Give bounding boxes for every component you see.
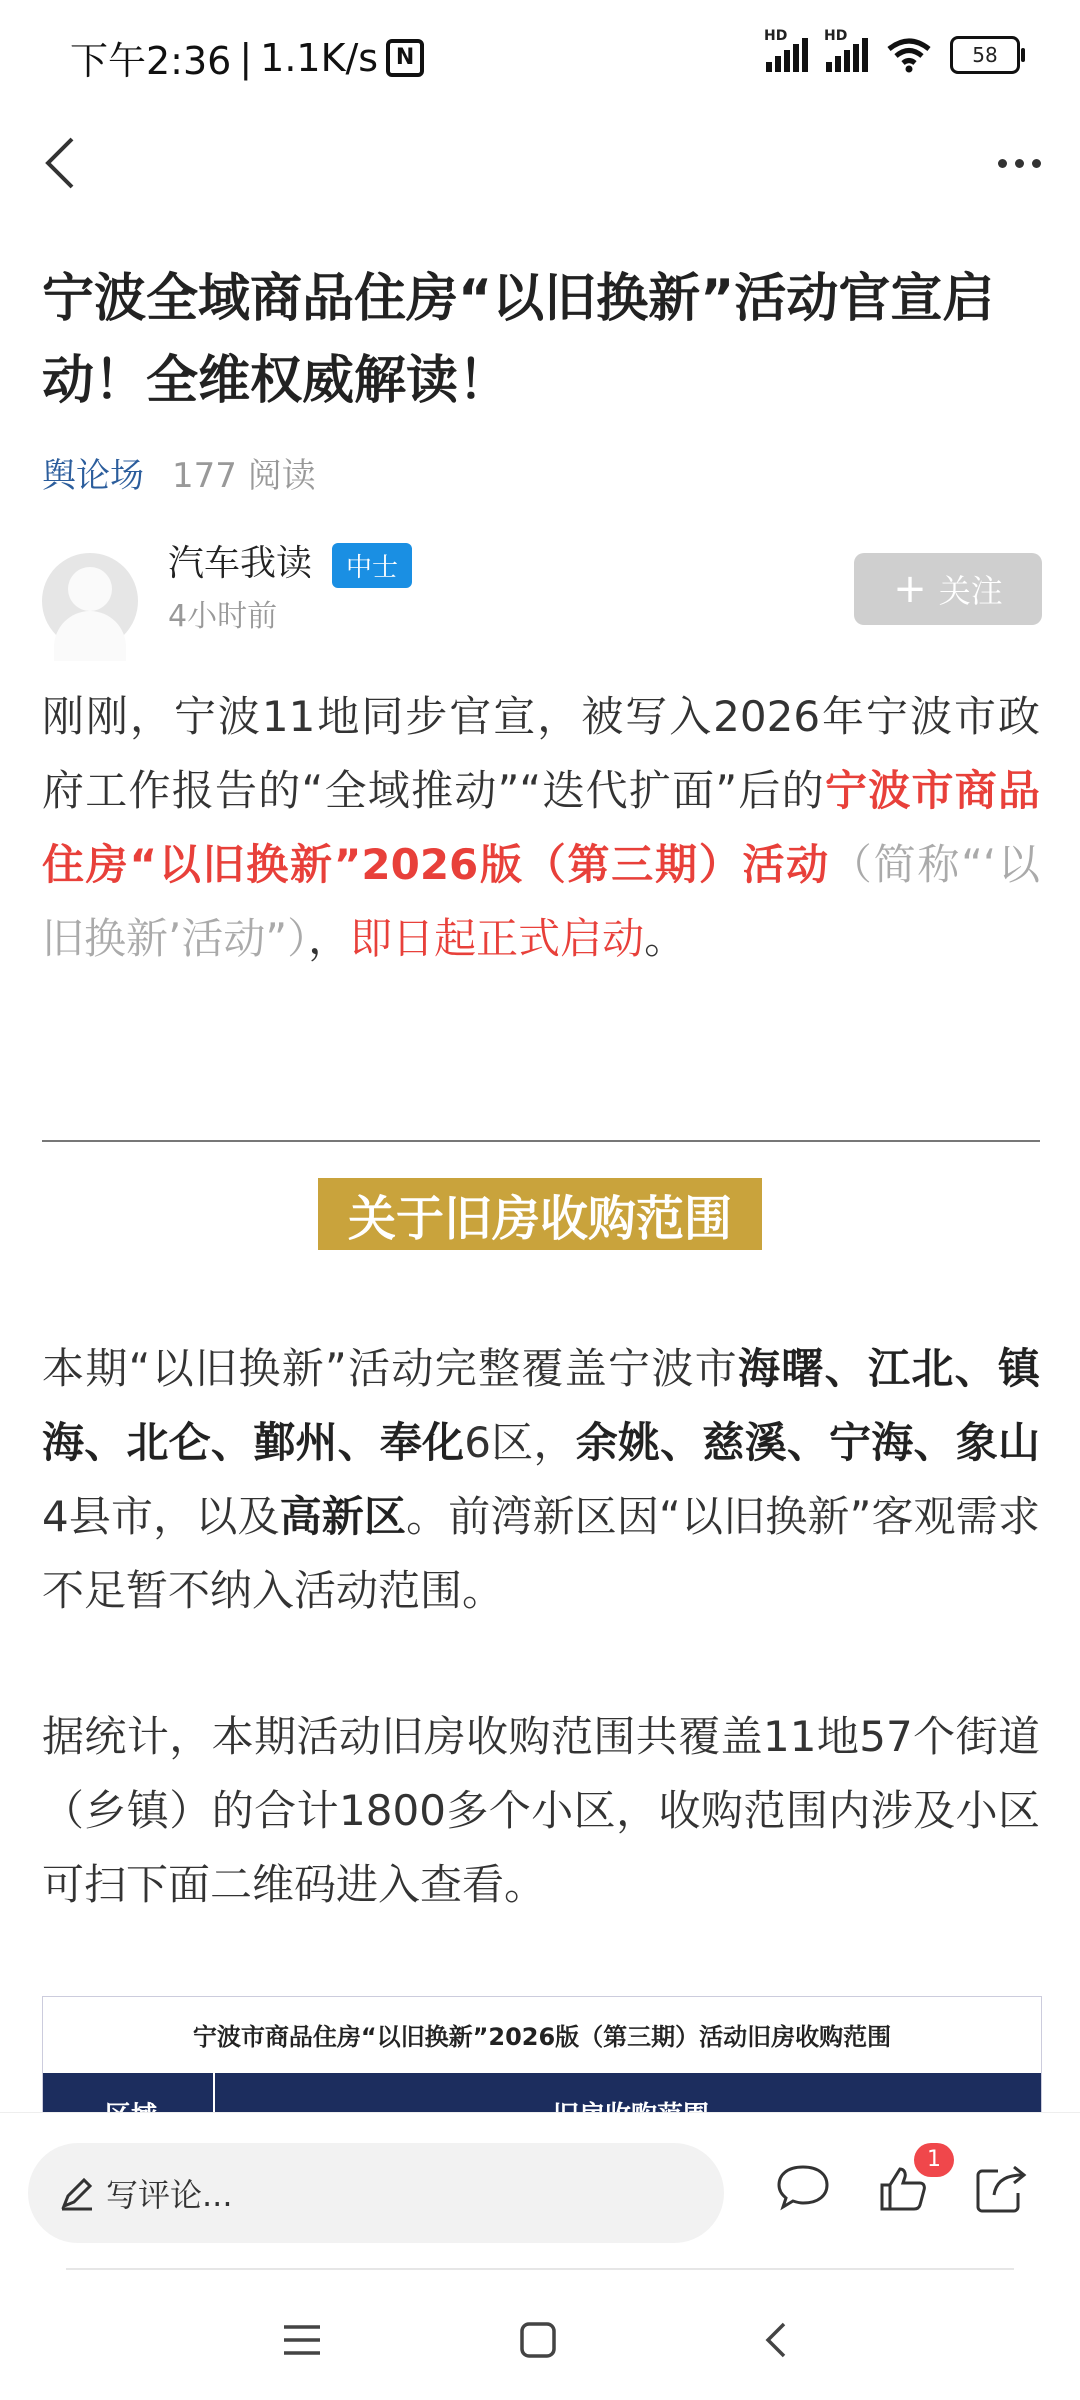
- status-left: [70, 30, 424, 85]
- share-button[interactable]: [966, 2153, 1036, 2223]
- coverage-text-4: 。前湾新区因“以旧换新”客观需求不足暂不纳入活动范围。: [42, 1492, 1040, 1615]
- back-arrow-icon: [42, 135, 76, 191]
- comment-icon: [775, 2163, 831, 2213]
- pencil-icon: [58, 2174, 96, 2212]
- bottom-action-bar: [0, 2112, 1080, 2263]
- publish-time: 4小时前: [168, 599, 278, 634]
- status-right: [764, 28, 1020, 74]
- section-divider: [42, 1140, 1040, 1142]
- coverage-text-1: 本期“以旧换新”活动完整覆盖宁波市: [42, 1344, 739, 1393]
- statistics-paragraph: 据统计，本期活动旧房收购范围共覆盖11地57个街道（乡镇）的合计1800多个小区，收购范围内涉及小区可扫下面二维码进入查看。: [42, 1712, 1040, 1909]
- range-table[interactable]: [42, 1996, 1042, 2114]
- status-speed: 1.1K/s: [260, 35, 379, 80]
- coverage-bold-2: 余姚、慈溪、宁海、象山: [575, 1418, 1040, 1467]
- plus-icon: +: [893, 566, 927, 612]
- intro-text-3: ，: [308, 914, 351, 963]
- nfc-icon: N: [386, 39, 424, 77]
- channel-link[interactable]: 舆论场: [42, 456, 144, 496]
- like-count-badge: 1: [914, 2143, 954, 2177]
- status-bar: [0, 0, 1080, 110]
- section-heading: 关于旧房收购范围: [318, 1178, 762, 1250]
- signal-icon: [764, 28, 808, 72]
- status-separator: |: [239, 35, 253, 80]
- more-button[interactable]: [984, 128, 1054, 198]
- intro-highlight-1: 宁波市商品住房“以旧换新”2026版（第三期）活动: [42, 766, 1040, 889]
- back-triangle-icon: [764, 2320, 788, 2360]
- comment-placeholder: 写评论...: [106, 2176, 233, 2214]
- intro-paragraph: [42, 680, 1040, 976]
- signal-hd-label-2: HD: [824, 28, 848, 44]
- bottom-divider: [66, 2268, 1014, 2270]
- intro-text-2: （简称“‘以旧换新’活动”）: [42, 840, 1040, 963]
- system-nav-bar: [0, 2280, 1080, 2400]
- intro-text-1: 刚刚，宁波11地同步官宣，被写入2026年宁波市政府工作报告的“全域推动”“迭代扩面”后的: [42, 692, 1040, 815]
- follow-label: 关注: [938, 572, 1003, 610]
- status-time: 下午2:36: [70, 39, 232, 83]
- follow-button[interactable]: [854, 553, 1042, 625]
- signal-icon-2: [824, 28, 868, 72]
- wifi-icon: [886, 37, 932, 73]
- back-nav-button[interactable]: [746, 2310, 806, 2370]
- battery-icon: 58: [950, 36, 1020, 74]
- article-meta: [42, 448, 316, 497]
- share-icon: [974, 2161, 1028, 2215]
- coverage-bold-3: 高新区: [279, 1492, 407, 1541]
- more-icon-dot: [998, 159, 1007, 168]
- more-icon-dot: [1032, 159, 1041, 168]
- author-name[interactable]: 汽车我读: [168, 543, 313, 584]
- avatar[interactable]: [42, 553, 138, 649]
- coverage-bold-1: 海曙、江北、镇海、北仑、鄞州、奉化: [42, 1344, 1040, 1467]
- menu-nav-button[interactable]: [272, 2310, 332, 2370]
- menu-icon: [282, 2323, 322, 2357]
- comment-button[interactable]: [768, 2153, 838, 2223]
- more-icon-dot: [1015, 159, 1024, 168]
- coverage-text-2: 6区，: [464, 1418, 576, 1467]
- table-title: 宁波市商品住房“以旧换新”2026版（第三期）活动旧房收购范围: [192, 2023, 892, 2051]
- comment-input[interactable]: [28, 2143, 724, 2243]
- coverage-text-3: 4县市，以及: [42, 1492, 280, 1541]
- coverage-paragraph: [42, 1332, 1040, 1628]
- nav-bar: [0, 110, 1080, 220]
- signal-hd-label: HD: [764, 28, 788, 44]
- intro-highlight-2: 即日起正式启动: [350, 914, 645, 963]
- article-title: 宁波全域商品住房“以旧换新”活动官宣启动！全维权威解读！: [42, 269, 995, 411]
- home-square-icon: [519, 2321, 557, 2359]
- intro-text-4: 。: [644, 914, 687, 963]
- home-nav-button[interactable]: [508, 2310, 568, 2370]
- author-rank-badge: 中士: [332, 543, 412, 588]
- back-button[interactable]: [24, 128, 94, 198]
- read-count: 177 阅读: [172, 456, 316, 496]
- author-row: [42, 535, 1042, 645]
